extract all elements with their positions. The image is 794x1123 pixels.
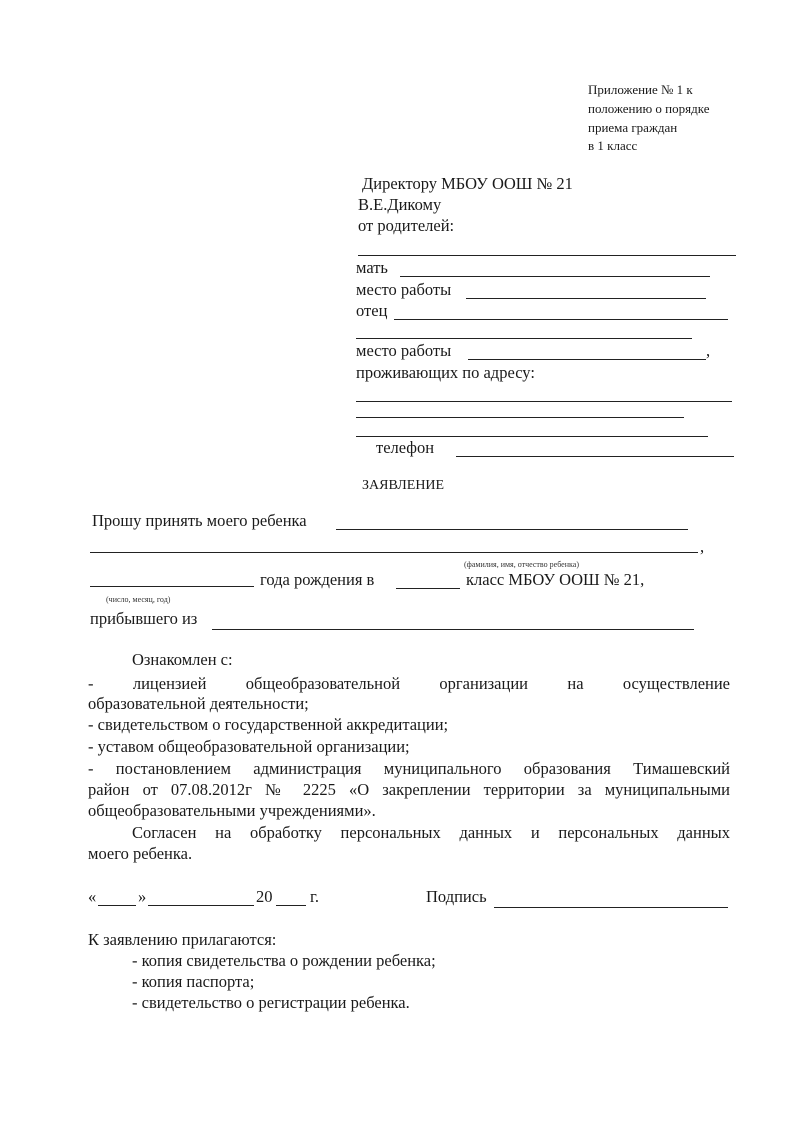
date-close-quote: » [138,887,147,906]
acquainted-item-3: - уставом общеобразовательной организации; [88,737,410,756]
date-open-quote: « [88,887,97,906]
appendix-line-3: приема граждан [588,120,678,135]
child-name-field[interactable] [336,529,688,530]
consent-line-2: моего ребенка. [88,844,193,863]
address-label: проживающих по адресу: [356,363,535,382]
addressee-from: от родителей: [358,216,455,235]
acquainted-item-1b: образовательной деятельности; [88,694,309,713]
father-work-comma: , [706,341,711,360]
attachment-item-2: - копия паспорта; [132,972,255,991]
child-name-hint: (фамилия, имя, отчество ребенка) [464,560,579,569]
appendix-line-4: в 1 класс [588,138,638,153]
address-line-1[interactable] [356,401,732,402]
arrived-from-field[interactable] [212,629,694,630]
date-year-prefix: 20 [256,887,273,906]
date-year-suffix: г. [310,887,320,906]
signature-label: Подпись [426,887,487,906]
father-field[interactable] [394,319,728,320]
arrived-label: прибывшего из [90,609,198,628]
acquainted-item-4c: общеобразовательными учреждениями». [88,801,376,820]
mother-work-label: место работы [356,280,452,299]
consent-line-1: Согласен на обработку персональных данных и персональных данных [132,823,730,842]
acquainted-item-2: - свидетельством о государственной аккредитации; [88,715,449,734]
attachment-item-3: - свидетельство о регистрации ребенка. [132,993,410,1012]
acquainted-item-4a: - постановлением администрация муниципального образования Тимашевский [88,759,730,778]
attachments-heading: К заявлению прилагаются: [88,930,277,949]
acquainted-item-4b: район от 07.08.2012г № 2225 «О закреплении территории за муниципальными [88,780,730,799]
document-title: ЗАЯВЛЕНИЕ [362,478,445,493]
signature-field[interactable] [494,907,728,908]
date-year-field[interactable] [276,905,306,906]
class-number-field[interactable] [396,588,460,589]
mother-label: мать [356,258,388,277]
request-line-1: Прошу принять моего ребенка [92,511,307,530]
father-work-field[interactable] [468,359,706,360]
acquainted-heading: Ознакомлен с: [132,650,233,669]
date-month-field[interactable] [148,905,254,906]
father-work-label: место работы [356,341,452,360]
acquainted-item-1a: - лицензией общеобразовательной организации на осуществление [88,674,730,693]
addressee-name: В.Е.Дикому [358,195,442,214]
appendix-line-1: Приложение № 1 к [588,82,693,97]
mother-work-field[interactable] [466,298,706,299]
addressee-director: Директору МБОУ ООШ № 21 [362,174,573,193]
mother-field[interactable] [400,276,710,277]
phone-field[interactable] [456,456,734,457]
phone-label: телефон [376,438,435,457]
child-name-comma: , [700,537,705,556]
appendix-line-2: положению о порядке [588,101,710,116]
father-label: отец [356,301,388,320]
parents-name-line[interactable] [358,255,736,256]
address-line-3[interactable] [356,436,708,437]
father-extra-line[interactable] [356,338,692,339]
birth-text: года рождения в [260,570,375,589]
date-day-field[interactable] [98,905,136,906]
birth-date-hint: (число, месяц, год) [106,595,171,604]
attachment-item-1: - копия свидетельства о рождении ребенка; [132,951,436,970]
address-line-2[interactable] [356,417,684,418]
child-name-field-2[interactable] [90,552,698,553]
class-text: класс МБОУ ООШ № 21, [466,570,645,589]
birth-date-field[interactable] [90,586,254,587]
